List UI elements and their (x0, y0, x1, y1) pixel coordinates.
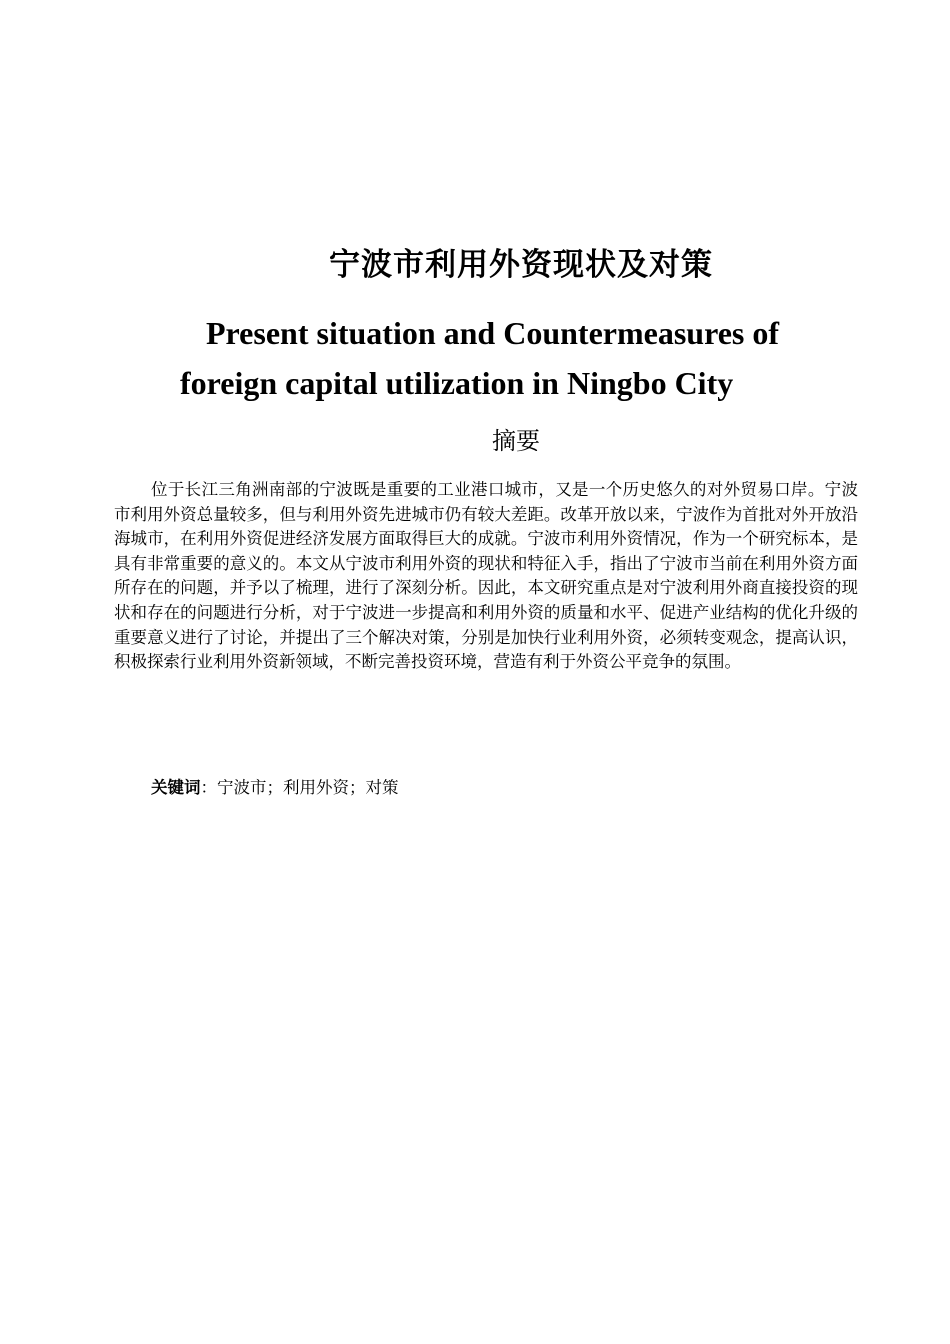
keywords-label: 关键词 (151, 778, 201, 797)
abstract-heading: 摘要 (492, 427, 540, 455)
keywords-separator: ： (200, 778, 217, 797)
keywords-line (151, 775, 851, 801)
chinese-title: 宁波市利用外资现状及对策 (329, 247, 713, 283)
english-title: Present situation and Countermeasures of foreign capital utilization in Ningbo City (180, 315, 780, 401)
abstract-paragraph: 位于长江三角洲南部的宁波既是重要的工业港口城市，又是一个历史悠久的对外贸易口岸。宁波市利用外资总量较多，但与利用外资先进城市仍有较大差距。改革开放以来，宁波作为首批对外开放沿海城市，在利用外资促进经济发展方面取得巨大的成就。宁波市利用外资情况，作为一个研究标本，是具有非常重要的意义的。本文从宁波市利用外资的现状和特征入手，指出了宁波市当前在利用外资方面所存在的问题，并予以了梳理，进行了深刻分析。因此，本文研究重点是对宁波利用外商直接投资的现状和存在的问题进行分析，对于宁波进一步提高和利用外资的质量和水平、促进产业结构的优化升级的重要意义进行了讨论，并提出了三个解决对策，分别是加快行业利用外资，必须转变观念，提高认识，积极探索行业利用外资新领域，不断完善投资环境，营造有利于外资公平竞争的氛围。 (114, 480, 858, 672)
keywords-value: 宁波市；利用外资；对策 (217, 778, 399, 797)
